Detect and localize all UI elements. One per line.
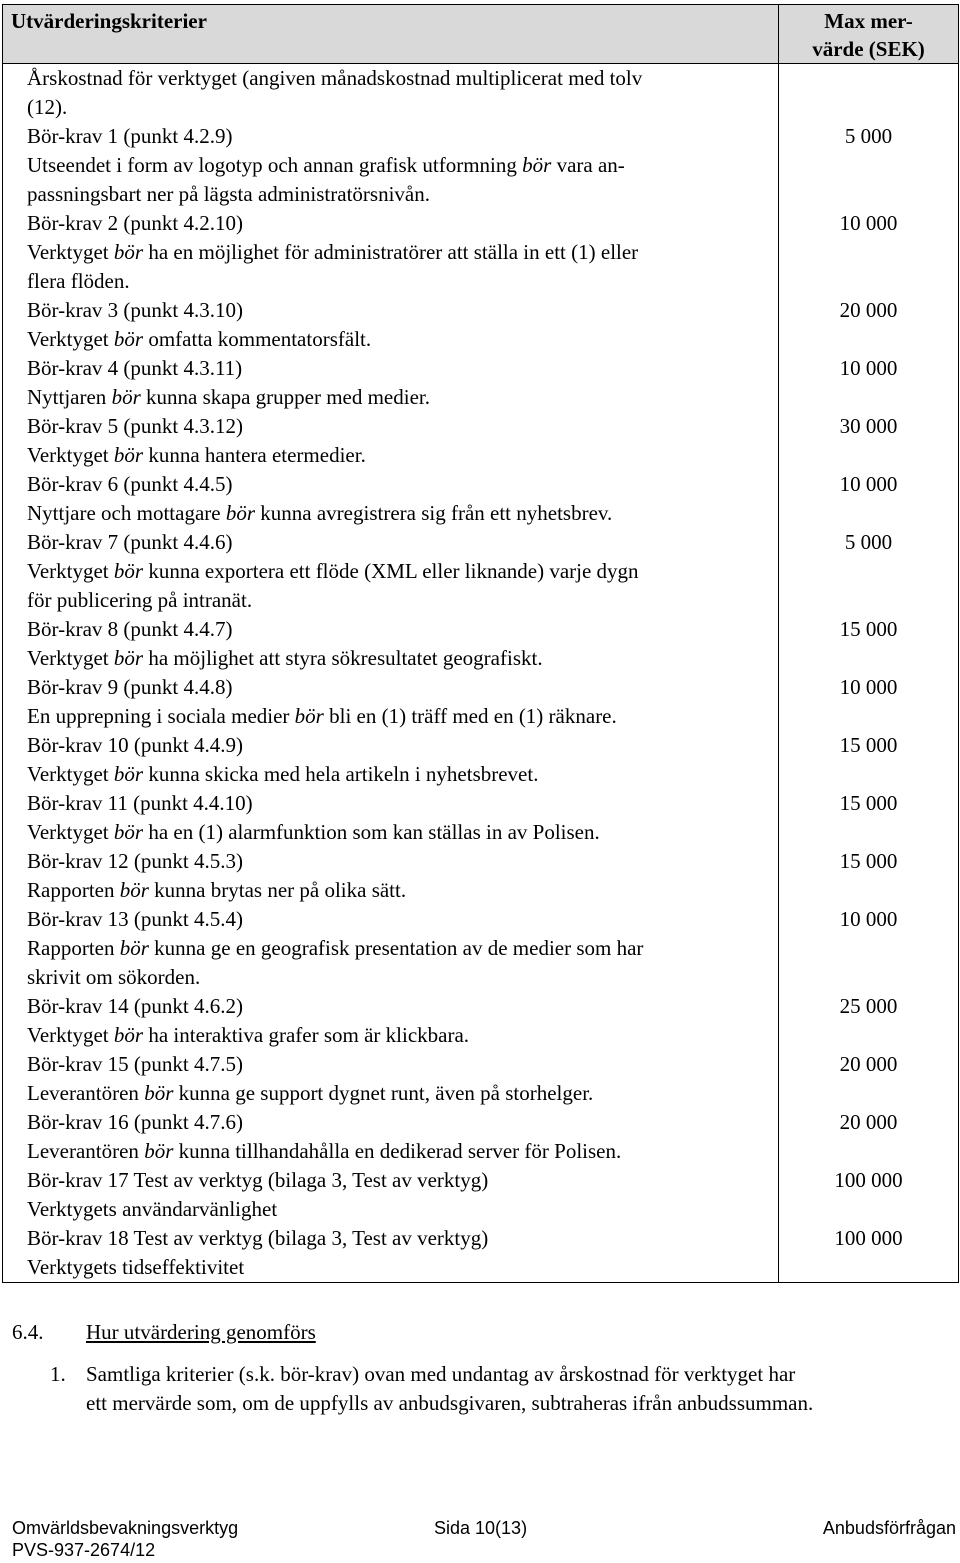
max-value: 30 000 xyxy=(839,414,898,438)
description-text: Verktyget xyxy=(27,559,114,583)
description-text-rest: ha möjlighet att styra sökresultatet geografiskt. xyxy=(143,646,543,670)
value-cell xyxy=(779,1108,959,1166)
emphasis-text: bör xyxy=(113,327,144,351)
criteria-header: Utvärderingskriterier xyxy=(3,5,779,64)
emphasis-text: bör xyxy=(294,704,324,728)
footer-doc-type: Anbudsförfrågan xyxy=(822,1518,956,1538)
description-text-rest: kunna hantera etermedier. xyxy=(143,443,366,467)
intro-line2: (12). xyxy=(27,95,68,119)
max-value: 10 000 xyxy=(839,472,898,496)
table-row xyxy=(3,1166,959,1224)
description-text-rest: kunna brytas ner på olika sätt. xyxy=(148,878,407,902)
criterion-cell xyxy=(3,615,779,673)
max-value: 100 000 xyxy=(834,1168,903,1192)
footer-page-number: Sida 10(13) xyxy=(434,1518,528,1538)
criterion-cell xyxy=(3,1224,779,1283)
criterion-title: Bör-krav 3 (punkt 4.3.10) xyxy=(27,298,243,322)
description-text: Verktyget xyxy=(27,820,114,844)
criterion-title: Bör-krav 6 (punkt 4.4.5) xyxy=(27,472,233,496)
criterion-description xyxy=(27,383,770,412)
value-cell xyxy=(779,354,959,412)
value-cell xyxy=(779,528,959,615)
criterion-cell xyxy=(3,528,779,615)
section-number: 6.4. xyxy=(12,1320,44,1344)
description-text: Verktyget xyxy=(27,762,114,786)
section-heading xyxy=(12,1318,316,1347)
description-text-rest: omfatta kommentatorsfält. xyxy=(143,327,372,351)
criterion-title: Bör-krav 11 (punkt 4.4.10) xyxy=(27,791,253,815)
table-row xyxy=(3,992,959,1050)
criterion-description xyxy=(27,1021,770,1050)
value-cell xyxy=(779,470,959,528)
section-title: Hur utvärdering genomförs xyxy=(86,1320,316,1344)
criterion-title: Bör-krav 12 (punkt 4.5.3) xyxy=(27,849,243,873)
value-cell xyxy=(779,296,959,354)
value-cell xyxy=(779,1224,959,1283)
max-value: 10 000 xyxy=(839,675,898,699)
criterion-cell xyxy=(3,731,779,789)
description-text-rest: ha en möjlighet för administratörer att ställa in ett (1) eller xyxy=(143,240,639,264)
criterion-title: Bör-krav 15 (punkt 4.7.5) xyxy=(27,1052,243,1076)
table-row xyxy=(3,789,959,847)
criterion-description xyxy=(27,1195,770,1224)
table-row xyxy=(3,615,959,673)
table-row xyxy=(3,673,959,731)
criterion-description xyxy=(27,557,770,586)
description-continuation: passningsbart ner på lägsta administratörsnivån. xyxy=(27,182,430,206)
list-item xyxy=(50,1360,956,1418)
table-row xyxy=(3,470,959,528)
list-item-line2: ett mervärde som, om de uppfylls av anbudsgivaren, subtraheras ifrån anbudssumman. xyxy=(86,1391,814,1415)
list-item-line1: Samtliga kriterier (s.k. bör-krav) ovan med undantag av årskostnad för verktyget har xyxy=(86,1362,796,1386)
intro-cell xyxy=(3,64,779,123)
description-text-rest: kunna tillhandahålla en dedikerad server för Polisen. xyxy=(173,1139,622,1163)
table-row xyxy=(3,296,959,354)
table-row xyxy=(3,1224,959,1283)
criterion-title: Bör-krav 9 (punkt 4.4.8) xyxy=(27,675,233,699)
max-value: 100 000 xyxy=(834,1226,903,1250)
criterion-cell xyxy=(3,1166,779,1224)
description-text: Nyttjare och mottagare xyxy=(27,501,226,525)
value-cell xyxy=(779,847,959,905)
criterion-title: Bör-krav 5 (punkt 4.3.12) xyxy=(27,414,243,438)
criterion-description xyxy=(27,760,770,789)
criterion-description xyxy=(27,499,770,528)
value-cell xyxy=(779,412,959,470)
description-text: Verktyget xyxy=(27,646,114,670)
description-text-rest: kunna ge support dygnet runt, även på storhelger. xyxy=(173,1081,594,1105)
criterion-cell xyxy=(3,1108,779,1166)
description-text: Verktyget xyxy=(27,240,114,264)
emphasis-text: bör xyxy=(113,240,144,264)
max-value-header-line1: Max mer- xyxy=(824,9,913,33)
criterion-title: Bör-krav 14 (punkt 4.6.2) xyxy=(27,994,243,1018)
list-item-text xyxy=(86,1360,956,1418)
criterion-title: Bör-krav 10 (punkt 4.4.9) xyxy=(27,733,243,757)
table-row xyxy=(3,847,959,905)
description-text-rest: kunna ge en geografisk presentation av de medier som har xyxy=(148,936,644,960)
max-value: 25 000 xyxy=(839,994,898,1018)
emphasis-text: bör xyxy=(113,820,144,844)
description-continuation: för publicering på intranät. xyxy=(27,588,253,612)
criterion-description xyxy=(27,441,770,470)
emphasis-text: bör xyxy=(144,1139,174,1163)
description-text: Nyttjaren xyxy=(27,385,112,409)
max-value: 15 000 xyxy=(839,617,898,641)
criterion-cell xyxy=(3,122,779,209)
criterion-cell xyxy=(3,673,779,731)
emphasis-text: bör xyxy=(113,646,144,670)
table-row xyxy=(3,354,959,412)
description-continuation: flera flöden. xyxy=(27,269,130,293)
criterion-title: Bör-krav 18 Test av verktyg (bilaga 3, Test av verktyg) xyxy=(27,1226,489,1250)
emphasis-text: bör xyxy=(113,762,144,786)
max-value: 5 000 xyxy=(844,124,893,148)
value-cell xyxy=(779,122,959,209)
criterion-description xyxy=(27,238,770,267)
footer-reference: PVS-937-2674/12 xyxy=(12,1540,156,1560)
value-cell xyxy=(779,1050,959,1108)
criterion-cell xyxy=(3,905,779,992)
table-row xyxy=(3,528,959,615)
max-value: 15 000 xyxy=(839,849,898,873)
description-text-rest: bli en (1) träff med en (1) räknare. xyxy=(323,704,617,728)
criterion-title: Bör-krav 7 (punkt 4.4.6) xyxy=(27,530,233,554)
criterion-cell xyxy=(3,470,779,528)
intro-line1: Årskostnad för verktyget (angiven månadskostnad multiplicerat med tolv xyxy=(27,66,643,90)
description-text: Verktyget xyxy=(27,327,114,351)
emphasis-text: bör xyxy=(113,443,144,467)
value-cell xyxy=(779,789,959,847)
table-row xyxy=(3,1050,959,1108)
table-row xyxy=(3,1108,959,1166)
description-text: Leverantören xyxy=(27,1081,145,1105)
description-text-rest: kunna exportera ett flöde (XML eller liknande) varje dygn xyxy=(143,559,639,583)
value-cell xyxy=(779,615,959,673)
value-cell xyxy=(779,673,959,731)
criterion-title: Bör-krav 16 (punkt 4.7.6) xyxy=(27,1110,243,1134)
emphasis-text: bör xyxy=(144,1081,174,1105)
description-text: Utseendet i form av logotyp och annan grafisk utformning xyxy=(27,153,523,177)
emphasis-text: bör xyxy=(119,936,149,960)
max-value: 20 000 xyxy=(839,1110,898,1134)
max-value: 15 000 xyxy=(839,733,898,757)
table-row xyxy=(3,209,959,296)
description-text: Verktyget xyxy=(27,1023,114,1047)
value-cell xyxy=(779,905,959,992)
table-row xyxy=(3,731,959,789)
max-value: 10 000 xyxy=(839,211,898,235)
numbered-list xyxy=(50,1360,956,1418)
emphasis-text: bör xyxy=(113,559,144,583)
emphasis-text: bör xyxy=(119,878,149,902)
criterion-cell xyxy=(3,847,779,905)
description-text: Rapporten xyxy=(27,936,120,960)
criterion-title: Bör-krav 8 (punkt 4.4.7) xyxy=(27,617,233,641)
criteria-table xyxy=(2,4,959,1283)
description-text: Leverantören xyxy=(27,1139,145,1163)
emphasis-text: bör xyxy=(522,153,552,177)
criterion-cell xyxy=(3,354,779,412)
criterion-cell xyxy=(3,412,779,470)
description-text: Rapporten xyxy=(27,878,120,902)
table-row xyxy=(3,122,959,209)
emphasis-text: bör xyxy=(225,501,256,525)
max-value: 20 000 xyxy=(839,298,898,322)
description-text-rest: kunna avregistrera sig från ett nyhetsbrev. xyxy=(255,501,613,525)
criterion-description xyxy=(27,1137,770,1166)
criterion-description xyxy=(27,151,770,180)
criterion-description xyxy=(27,818,770,847)
criterion-description xyxy=(27,702,770,731)
emphasis-text: bör xyxy=(111,385,141,409)
description-continuation: skrivit om sökorden. xyxy=(27,965,201,989)
criterion-cell xyxy=(3,209,779,296)
criterion-description xyxy=(27,876,770,905)
criterion-description xyxy=(27,1253,770,1282)
criterion-description xyxy=(27,325,770,354)
criterion-cell xyxy=(3,1050,779,1108)
value-cell xyxy=(779,731,959,789)
value-cell xyxy=(779,992,959,1050)
criterion-description xyxy=(27,1079,770,1108)
list-item-number: 1. xyxy=(50,1362,66,1386)
value-cell xyxy=(779,209,959,296)
emphasis-text: bör xyxy=(113,1023,144,1047)
description-text-rest: vara an- xyxy=(551,153,625,177)
value-cell xyxy=(779,1166,959,1224)
max-value: 20 000 xyxy=(839,1052,898,1076)
table-row xyxy=(3,412,959,470)
value-cell xyxy=(779,64,959,123)
criterion-cell xyxy=(3,992,779,1050)
criterion-title: Bör-krav 2 (punkt 4.2.10) xyxy=(27,211,243,235)
max-value: 15 000 xyxy=(839,791,898,815)
max-value-header xyxy=(779,5,959,64)
description-text-rest: kunna skicka med hela artikeln i nyhetsbrevet. xyxy=(143,762,539,786)
criterion-description xyxy=(27,644,770,673)
criterion-title: Bör-krav 13 (punkt 4.5.4) xyxy=(27,907,243,931)
max-value: 10 000 xyxy=(839,907,898,931)
description-text-rest: ha en (1) alarmfunktion som kan ställas in av Polisen. xyxy=(143,820,600,844)
footer-doc-name: Omvärldsbevakningsverktyg xyxy=(12,1518,239,1538)
criterion-title: Bör-krav 4 (punkt 4.3.11) xyxy=(27,356,243,380)
description-text: Verktyget xyxy=(27,443,114,467)
description-text-rest: kunna skapa grupper med medier. xyxy=(140,385,430,409)
max-value: 10 000 xyxy=(839,356,898,380)
criterion-cell xyxy=(3,296,779,354)
max-value-header-line2: värde (SEK) xyxy=(812,37,925,61)
criterion-title: Bör-krav 1 (punkt 4.2.9) xyxy=(27,124,233,148)
description-text: En upprepning i sociala medier xyxy=(27,704,295,728)
max-value: 5 000 xyxy=(844,530,893,554)
criterion-title: Bör-krav 17 Test av verktyg (bilaga 3, Test av verktyg) xyxy=(27,1168,489,1192)
table-row xyxy=(3,905,959,992)
criterion-description xyxy=(27,934,770,963)
description-text: Verktygets tidseffektivitet xyxy=(27,1255,245,1279)
description-text: Verktygets användarvänlighet xyxy=(27,1197,278,1221)
description-text-rest: ha interaktiva grafer som är klickbara. xyxy=(143,1023,470,1047)
criterion-cell xyxy=(3,789,779,847)
